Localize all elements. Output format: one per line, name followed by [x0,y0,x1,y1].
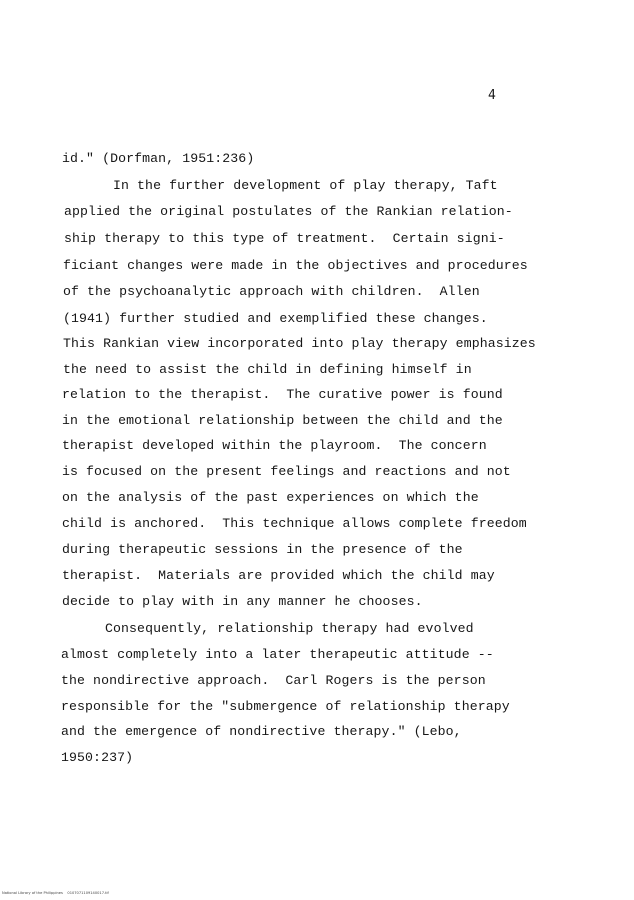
text-line: child is anchored. This technique allows complete freedom [62,516,527,531]
text-line: during therapeutic sessions in the presence of the [62,542,463,557]
scan-footer: National Library of the Philippines 0107071109140017.tif [2,891,109,895]
page-number: 4 [488,88,496,103]
text-line: and the emergence of nondirective therapy." (Lebo, [61,724,462,739]
text-line: (1941) further studied and exemplified these changes. [63,311,488,326]
text-line: responsible for the "submergence of relationship therapy [61,699,510,714]
text-line: 1950:237) [61,750,134,765]
text-line: therapist developed within the playroom. The concern [62,438,487,453]
text-line: of the psychoanalytic approach with children. Allen [63,284,480,299]
text-line: id." (Dorfman, 1951:236) [62,151,255,166]
text-line: ficiant changes were made in the objectives and procedures [63,258,528,273]
text-line: This Rankian view incorporated into play therapy emphasizes [63,336,536,351]
text-line: the need to assist the child in defining himself in [63,362,472,377]
text-line: almost completely into a later therapeutic attitude -- [61,647,494,662]
text-line: ship therapy to this type of treatment. Certain signi- [64,231,505,246]
text-line: is focused on the present feelings and reactions and not [62,464,511,479]
text-line: Consequently, relationship therapy had evolved [105,621,474,636]
text-line: in the emotional relationship between the child and the [62,413,503,428]
text-line: on the analysis of the past experiences on which the [62,490,479,505]
text-line: In the further development of play therapy, Taft [113,178,498,193]
text-line: relation to the therapist. The curative power is found [62,387,503,402]
text-line: therapist. Materials are provided which the child may [62,568,495,583]
text-line: applied the original postulates of the Rankian relation- [64,204,513,219]
text-line: the nondirective approach. Carl Rogers is the person [61,673,486,688]
text-line: decide to play with in any manner he chooses. [62,594,423,609]
